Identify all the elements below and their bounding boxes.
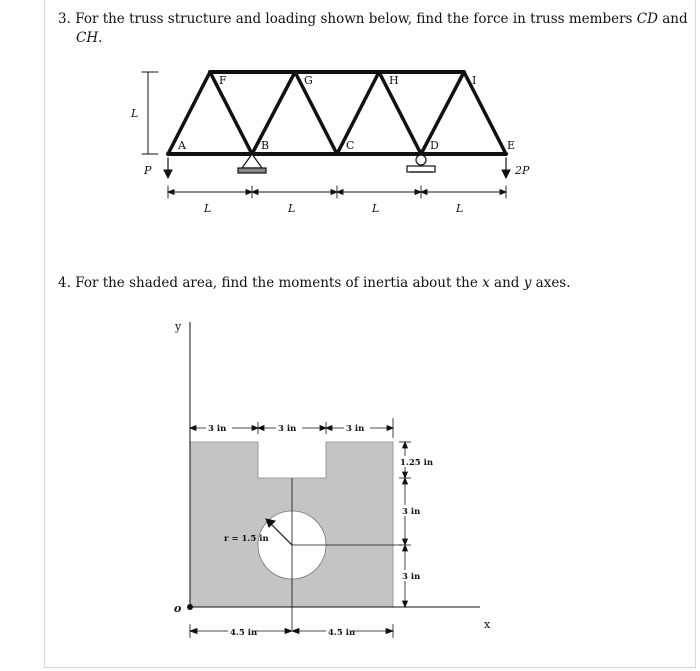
top-dim-1: 3 in — [208, 424, 227, 434]
member-cd: CD — [636, 11, 658, 27]
node-g-label: G — [304, 74, 313, 87]
problem-3-text-b: and — [657, 11, 688, 27]
origin-label: o — [174, 602, 182, 615]
problem-3-number: 3. — [58, 11, 71, 27]
bottom-dimension-line — [190, 624, 393, 638]
node-f-label: F — [219, 74, 227, 87]
node-c-label: C — [346, 139, 355, 152]
x-axis-label: x — [484, 618, 491, 631]
problem-4-text-c: axes. — [531, 275, 571, 291]
problem-4-number: 4. — [58, 275, 71, 291]
span-label-3: L — [372, 202, 380, 215]
axis-y-ref: y — [523, 275, 532, 291]
axis-x-ref: x — [482, 275, 490, 291]
node-b-label: B — [261, 139, 270, 152]
node-a-label: A — [178, 139, 186, 152]
right-dim-1: 1.25 in — [400, 458, 434, 468]
problem-4-text-a: For the shaded area, find the moments of inertia about the — [75, 275, 483, 291]
load-arrow-p — [164, 158, 172, 178]
right-dim-2: 3 in — [402, 507, 421, 517]
top-dim-3: 3 in — [346, 424, 365, 434]
span-label-2: L — [288, 202, 296, 215]
node-d-label: D — [430, 139, 439, 152]
problem-4-statement — [58, 274, 571, 292]
span-label-1: L — [204, 202, 212, 215]
truss-height-label: L — [131, 107, 139, 120]
truss-figure — [0, 0, 700, 260]
problem-3-text-c: . — [98, 30, 103, 46]
problem-3-text-a: For the truss structure and loading shown below, find the force in truss members — [75, 11, 637, 27]
roller-support-d — [407, 155, 435, 172]
top-dim-2: 3 in — [278, 424, 297, 434]
node-i-label: I — [472, 74, 477, 87]
problem-4-text-b: and — [489, 275, 524, 291]
load-arrow-2p — [502, 158, 510, 178]
span-dimensions — [168, 186, 506, 198]
area-figure — [0, 300, 700, 671]
pin-support-b — [238, 154, 266, 173]
span-label-4: L — [456, 202, 464, 215]
load-p-label: P — [144, 164, 152, 177]
radius-label: r = 1.5 in — [224, 534, 269, 544]
member-ch: CH — [76, 30, 99, 46]
bottom-dim-2: 4.5 in — [328, 628, 356, 638]
node-e-label: E — [507, 139, 516, 152]
bottom-dim-1: 4.5 in — [230, 628, 258, 638]
load-2p-label: 2P — [515, 164, 530, 177]
right-dim-3: 3 in — [402, 572, 421, 582]
origin-point — [187, 604, 193, 610]
y-axis-label: y — [175, 320, 182, 333]
node-h-label: H — [389, 74, 399, 87]
